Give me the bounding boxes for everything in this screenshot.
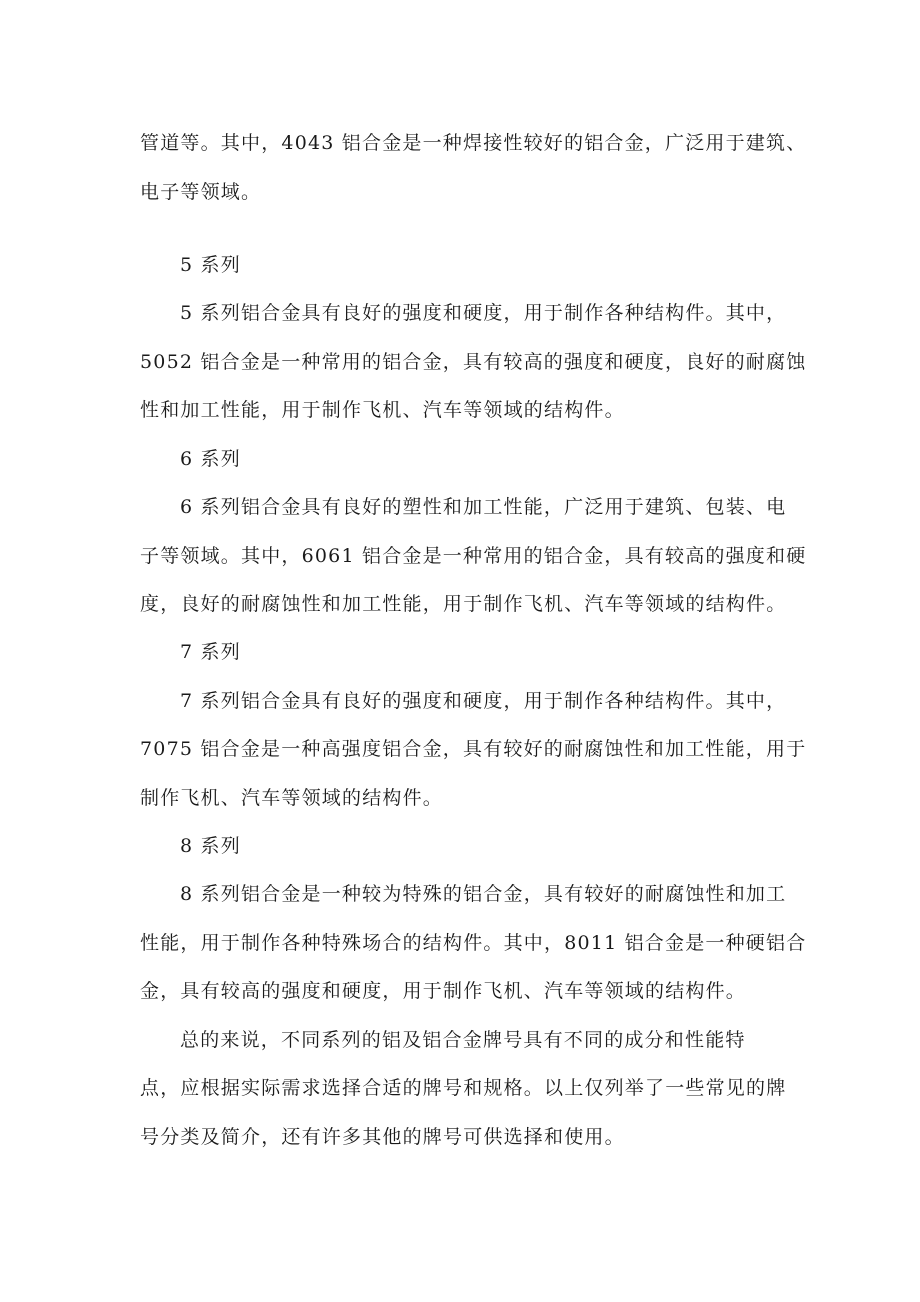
text-line: 总的来说，不同系列的铝及铝合金牌号具有不同的成分和性能特 [180,1029,746,1051]
text-line: 7 系列铝合金具有良好的强度和硬度，用于制作各种结构件。其中， [180,690,787,712]
text-line: 子等领域。其中，6061 铝合金是一种常用的铝合金，具有较高的强度和硬 [140,545,807,567]
text-line: 性能，用于制作各种特殊场合的结构件。其中，8011 铝合金是一种硬铝合 [140,932,807,954]
text-line: 5052 铝合金是一种常用的铝合金，具有较高的强度和硬度，良好的耐腐蚀 [140,351,807,373]
section-heading: 7 系列 [180,641,241,663]
section-heading: 6 系列 [180,448,241,470]
text-line: 5 系列铝合金具有良好的强度和硬度，用于制作各种结构件。其中， [180,302,787,324]
text-line: 管道等。其中，4043 铝合金是一种焊接性较好的铝合金，广泛用于建筑、 [140,132,807,154]
text-line: 制作飞机、汽车等领域的结构件。 [140,787,444,809]
text-line: 点，应根据实际需求选择合适的牌号和规格。以上仅列举了一些常见的牌 [140,1077,787,1099]
section-heading: 8 系列 [180,835,241,857]
section-heading: 5 系列 [180,254,241,276]
text-line: 金，具有较高的强度和硬度，用于制作飞机、汽车等领域的结构件。 [140,980,747,1002]
text-line: 度，良好的耐腐蚀性和加工性能，用于制作飞机、汽车等领域的结构件。 [140,593,787,615]
text-line: 号分类及简介，还有许多其他的牌号可供选择和使用。 [140,1126,625,1148]
text-line: 7075 铝合金是一种高强度铝合金，具有较好的耐腐蚀性和加工性能，用于 [140,738,807,760]
text-line: 8 系列铝合金是一种较为特殊的铝合金，具有较好的耐腐蚀性和加工 [180,883,787,905]
text-line: 性和加工性能，用于制作飞机、汽车等领域的结构件。 [140,399,625,421]
text-line: 6 系列铝合金具有良好的塑性和加工性能，广泛用于建筑、包装、电 [180,496,787,518]
text-line: 电子等领域。 [140,181,262,203]
